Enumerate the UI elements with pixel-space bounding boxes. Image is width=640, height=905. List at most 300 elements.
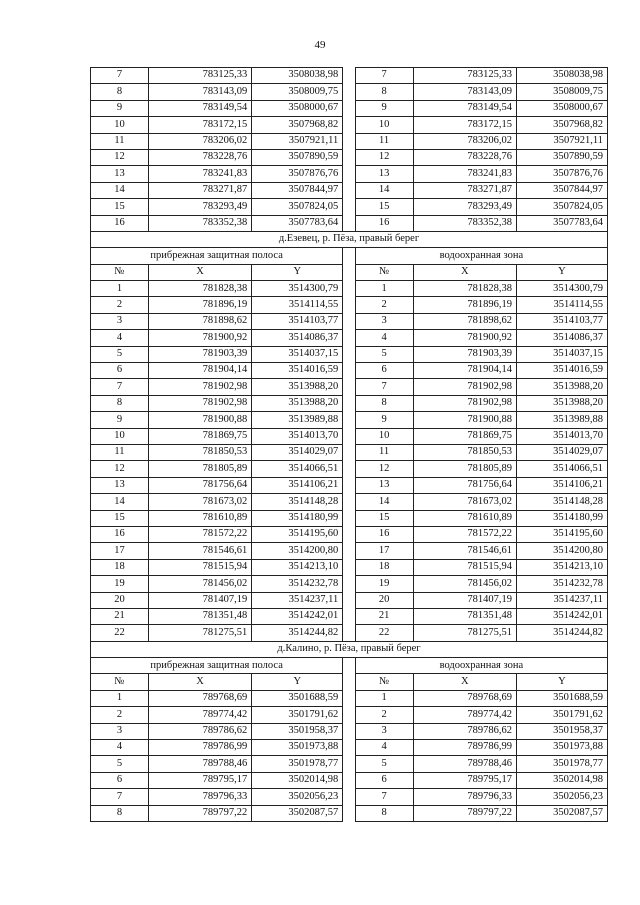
x-coordinate-right: 781898,62 [413,313,516,329]
x-coordinate-left: 781546,61 [148,543,251,559]
x-coordinate-right: 783206,02 [413,133,516,149]
column-gap [343,576,355,592]
x-coordinate-left: 781904,14 [148,363,251,379]
table-row [91,608,608,624]
y-coordinate-left: 3507824,05 [252,199,343,215]
point-number-right: 12 [355,149,413,165]
column-gap [343,625,355,641]
y-coordinate-left: 3508009,75 [252,84,343,100]
x-coordinate-right: 781896,19 [413,297,516,313]
y-coordinate-left: 3514103,77 [252,313,343,329]
y-coordinate-right: 3507844,97 [516,182,607,198]
x-coordinate-left: 789786,99 [148,740,251,756]
y-coordinate-right: 3514148,28 [516,494,607,510]
table-row [91,199,608,215]
x-coordinate-left: 783241,83 [148,166,251,182]
x-coordinate-left: 789786,62 [148,723,251,739]
table-row [91,379,608,395]
header-y-right: Y [516,264,607,280]
point-number-right: 21 [355,608,413,624]
x-coordinate-right: 781572,22 [413,526,516,542]
y-coordinate-left: 3513988,20 [252,379,343,395]
column-gap [343,592,355,608]
x-coordinate-left: 781900,88 [148,412,251,428]
x-coordinate-left: 783125,33 [148,68,251,84]
point-number-left: 17 [91,543,149,559]
point-number-left: 14 [91,494,149,510]
column-gap [343,84,355,100]
column-gap [343,100,355,116]
subsection-title-row [91,658,608,674]
column-gap [343,313,355,329]
point-number-left: 2 [91,707,149,723]
point-number-right: 12 [355,461,413,477]
x-coordinate-right: 781673,02 [413,494,516,510]
x-coordinate-right: 781407,19 [413,592,516,608]
column-gap [343,461,355,477]
x-coordinate-right: 783125,33 [413,68,516,84]
x-coordinate-left: 781610,89 [148,510,251,526]
x-coordinate-right: 781828,38 [413,281,516,297]
point-number-right: 16 [355,526,413,542]
y-coordinate-left: 3514180,99 [252,510,343,526]
point-number-left: 5 [91,756,149,772]
section-title-row [91,641,608,657]
y-coordinate-left: 3514237,11 [252,592,343,608]
y-coordinate-left: 3507921,11 [252,133,343,149]
point-number-right: 3 [355,313,413,329]
y-coordinate-left: 3514213,10 [252,559,343,575]
subsection-title-row [91,248,608,264]
point-number-right: 1 [355,690,413,706]
column-gap [343,346,355,362]
column-gap [343,805,355,821]
y-coordinate-left: 3508038,98 [252,68,343,84]
column-gap [343,789,355,805]
water-protection-zone-title: водоохранная зона [355,248,607,264]
column-gap [343,608,355,624]
y-coordinate-left: 3514300,79 [252,281,343,297]
column-gap [343,428,355,444]
y-coordinate-left: 3514200,80 [252,543,343,559]
y-coordinate-left: 3514066,51 [252,461,343,477]
x-coordinate-right: 783352,38 [413,215,516,231]
point-number-left: 5 [91,346,149,362]
point-number-left: 9 [91,100,149,116]
y-coordinate-right: 3514029,07 [516,444,607,460]
y-coordinate-right: 3514232,78 [516,576,607,592]
header-row [91,264,608,280]
point-number-right: 4 [355,330,413,346]
table-row [91,461,608,477]
table-row [91,133,608,149]
y-coordinate-right: 3508000,67 [516,100,607,116]
table-row [91,723,608,739]
point-number-left: 16 [91,215,149,231]
table-row [91,477,608,493]
y-coordinate-right: 3508009,75 [516,84,607,100]
y-coordinate-left: 3513988,20 [252,395,343,411]
table-row [91,166,608,182]
point-number-right: 6 [355,772,413,788]
x-coordinate-left: 783228,76 [148,149,251,165]
table-row [91,690,608,706]
coastal-strip-title: прибрежная защитная полоса [91,658,343,674]
y-coordinate-right: 3514200,80 [516,543,607,559]
x-coordinate-left: 781850,53 [148,444,251,460]
y-coordinate-right: 3507824,05 [516,199,607,215]
table-row [91,100,608,116]
table-row [91,149,608,165]
column-gap [343,494,355,510]
point-number-right: 13 [355,477,413,493]
x-coordinate-left: 781896,19 [148,297,251,313]
y-coordinate-left: 3514013,70 [252,428,343,444]
header-x-right: X [413,674,516,690]
header-number-left: № [91,264,149,280]
x-coordinate-right: 789768,69 [413,690,516,706]
point-number-left: 9 [91,412,149,428]
table-row [91,297,608,313]
table-row [91,68,608,84]
table-row [91,330,608,346]
x-coordinate-right: 789786,99 [413,740,516,756]
x-coordinate-left: 781805,89 [148,461,251,477]
x-coordinate-right: 781900,88 [413,412,516,428]
point-number-left: 8 [91,395,149,411]
point-number-right: 19 [355,576,413,592]
x-coordinate-left: 789774,42 [148,707,251,723]
point-number-right: 16 [355,215,413,231]
point-number-right: 11 [355,133,413,149]
y-coordinate-left: 3514244,82 [252,625,343,641]
y-coordinate-left: 3514242,01 [252,608,343,624]
x-coordinate-left: 781515,94 [148,559,251,575]
x-coordinate-right: 783271,87 [413,182,516,198]
point-number-left: 7 [91,789,149,805]
point-number-right: 22 [355,625,413,641]
point-number-left: 10 [91,117,149,133]
table-row [91,707,608,723]
column-gap [343,674,355,690]
point-number-right: 17 [355,543,413,559]
x-coordinate-left: 783172,15 [148,117,251,133]
point-number-right: 10 [355,117,413,133]
point-number-left: 13 [91,477,149,493]
x-coordinate-left: 781869,75 [148,428,251,444]
x-coordinate-right: 783149,54 [413,100,516,116]
point-number-left: 10 [91,428,149,444]
table-row [91,559,608,575]
header-number-right: № [355,264,413,280]
point-number-right: 18 [355,559,413,575]
point-number-left: 20 [91,592,149,608]
y-coordinate-left: 3514029,07 [252,444,343,460]
column-gap [343,215,355,231]
y-coordinate-left: 3501978,77 [252,756,343,772]
point-number-left: 13 [91,166,149,182]
table-row [91,740,608,756]
y-coordinate-right: 3513989,88 [516,412,607,428]
table-row [91,772,608,788]
y-coordinate-left: 3501973,88 [252,740,343,756]
y-coordinate-right: 3507890,59 [516,149,607,165]
x-coordinate-left: 781275,51 [148,625,251,641]
y-coordinate-left: 3514148,28 [252,494,343,510]
point-number-right: 10 [355,428,413,444]
header-y-left: Y [252,264,343,280]
column-gap [343,264,355,280]
table-row [91,510,608,526]
point-number-left: 11 [91,133,149,149]
y-coordinate-left: 3507890,59 [252,149,343,165]
x-coordinate-left: 789796,33 [148,789,251,805]
header-y-left: Y [252,674,343,690]
x-coordinate-left: 781673,02 [148,494,251,510]
y-coordinate-left: 3507844,97 [252,182,343,198]
table-row [91,182,608,198]
y-coordinate-right: 3507968,82 [516,117,607,133]
column-gap [343,281,355,297]
header-x-right: X [413,264,516,280]
header-y-right: Y [516,674,607,690]
x-coordinate-right: 781351,48 [413,608,516,624]
coordinates-table [90,67,608,822]
y-coordinate-right: 3502056,23 [516,789,607,805]
y-coordinate-right: 3514244,82 [516,625,607,641]
point-number-left: 14 [91,182,149,198]
header-row [91,674,608,690]
table-row [91,789,608,805]
y-coordinate-left: 3514114,55 [252,297,343,313]
y-coordinate-left: 3513989,88 [252,412,343,428]
table-row [91,84,608,100]
column-gap [343,379,355,395]
x-coordinate-right: 789786,62 [413,723,516,739]
table-row [91,346,608,362]
header-number-right: № [355,674,413,690]
x-coordinate-right: 781546,61 [413,543,516,559]
y-coordinate-left: 3502014,98 [252,772,343,788]
x-coordinate-right: 781756,64 [413,477,516,493]
y-coordinate-right: 3514114,55 [516,297,607,313]
x-coordinate-right: 783143,09 [413,84,516,100]
y-coordinate-right: 3501688,59 [516,690,607,706]
point-number-left: 22 [91,625,149,641]
coastal-strip-title: прибрежная защитная полоса [91,248,343,264]
table-row [91,363,608,379]
x-coordinate-left: 781898,62 [148,313,251,329]
point-number-right: 4 [355,740,413,756]
x-coordinate-right: 783293,49 [413,199,516,215]
column-gap [343,707,355,723]
x-coordinate-left: 781902,98 [148,379,251,395]
table-row [91,805,608,821]
point-number-left: 12 [91,461,149,477]
y-coordinate-left: 3514195,60 [252,526,343,542]
x-coordinate-left: 789795,17 [148,772,251,788]
column-gap [343,395,355,411]
column-gap [343,182,355,198]
column-gap [343,723,355,739]
point-number-right: 9 [355,100,413,116]
y-coordinate-right: 3514106,21 [516,477,607,493]
column-gap [343,543,355,559]
table-row [91,395,608,411]
y-coordinate-right: 3507876,76 [516,166,607,182]
table-row [91,412,608,428]
column-gap [343,658,355,674]
point-number-left: 2 [91,297,149,313]
y-coordinate-right: 3514242,01 [516,608,607,624]
point-number-left: 15 [91,510,149,526]
y-coordinate-left: 3507783,64 [252,215,343,231]
table-row [91,494,608,510]
point-number-left: 4 [91,740,149,756]
x-coordinate-left: 783143,09 [148,84,251,100]
y-coordinate-left: 3514016,59 [252,363,343,379]
x-coordinate-right: 781456,02 [413,576,516,592]
point-number-left: 3 [91,313,149,329]
y-coordinate-right: 3507921,11 [516,133,607,149]
x-coordinate-right: 783228,76 [413,149,516,165]
point-number-left: 8 [91,84,149,100]
table-row [91,526,608,542]
table-row [91,625,608,641]
point-number-left: 16 [91,526,149,542]
point-number-left: 7 [91,68,149,84]
point-number-left: 8 [91,805,149,821]
section-title: д.Калино, р. Пёза, правый берег [91,641,608,657]
x-coordinate-left: 781572,22 [148,526,251,542]
header-number-left: № [91,674,149,690]
column-gap [343,772,355,788]
y-coordinate-right: 3514180,99 [516,510,607,526]
x-coordinate-left: 781903,39 [148,346,251,362]
point-number-left: 18 [91,559,149,575]
point-number-left: 6 [91,772,149,788]
point-number-left: 3 [91,723,149,739]
column-gap [343,149,355,165]
column-gap [343,444,355,460]
column-gap [343,68,355,84]
point-number-right: 6 [355,363,413,379]
column-gap [343,363,355,379]
x-coordinate-right: 781902,98 [413,395,516,411]
column-gap [343,756,355,772]
table-row [91,428,608,444]
column-gap [343,117,355,133]
x-coordinate-right: 789774,42 [413,707,516,723]
y-coordinate-left: 3514037,15 [252,346,343,362]
point-number-right: 14 [355,182,413,198]
x-coordinate-left: 789797,22 [148,805,251,821]
point-number-left: 7 [91,379,149,395]
y-coordinate-right: 3514195,60 [516,526,607,542]
header-x-left: X [148,674,251,690]
table-row [91,281,608,297]
point-number-right: 2 [355,707,413,723]
column-gap [343,412,355,428]
y-coordinate-left: 3514232,78 [252,576,343,592]
x-coordinate-left: 781456,02 [148,576,251,592]
point-number-right: 7 [355,379,413,395]
y-coordinate-left: 3514086,37 [252,330,343,346]
point-number-left: 1 [91,690,149,706]
point-number-right: 20 [355,592,413,608]
point-number-right: 8 [355,395,413,411]
y-coordinate-right: 3514016,59 [516,363,607,379]
x-coordinate-left: 783149,54 [148,100,251,116]
y-coordinate-left: 3507876,76 [252,166,343,182]
x-coordinate-right: 781902,98 [413,379,516,395]
table-row [91,215,608,231]
x-coordinate-right: 783172,15 [413,117,516,133]
column-gap [343,740,355,756]
x-coordinate-left: 781756,64 [148,477,251,493]
water-protection-zone-title: водоохранная зона [355,658,607,674]
x-coordinate-right: 789788,46 [413,756,516,772]
y-coordinate-right: 3502087,57 [516,805,607,821]
x-coordinate-left: 781828,38 [148,281,251,297]
x-coordinate-right: 789796,33 [413,789,516,805]
point-number-left: 12 [91,149,149,165]
column-gap [343,166,355,182]
y-coordinate-left: 3508000,67 [252,100,343,116]
y-coordinate-left: 3501688,59 [252,690,343,706]
x-coordinate-left: 789768,69 [148,690,251,706]
y-coordinate-right: 3514086,37 [516,330,607,346]
point-number-left: 19 [91,576,149,592]
point-number-right: 2 [355,297,413,313]
column-gap [343,199,355,215]
point-number-right: 5 [355,756,413,772]
column-gap [343,690,355,706]
point-number-right: 8 [355,805,413,821]
x-coordinate-right: 781904,14 [413,363,516,379]
x-coordinate-right: 781850,53 [413,444,516,460]
point-number-left: 1 [91,281,149,297]
table-row [91,576,608,592]
y-coordinate-right: 3513988,20 [516,395,607,411]
point-number-right: 7 [355,68,413,84]
point-number-right: 15 [355,199,413,215]
x-coordinate-left: 783206,02 [148,133,251,149]
y-coordinate-right: 3501791,62 [516,707,607,723]
y-coordinate-left: 3501958,37 [252,723,343,739]
y-coordinate-right: 3507783,64 [516,215,607,231]
coordinates-table-body [91,68,608,822]
y-coordinate-right: 3513988,20 [516,379,607,395]
y-coordinate-right: 3514066,51 [516,461,607,477]
column-gap [343,297,355,313]
x-coordinate-right: 781869,75 [413,428,516,444]
table-row [91,444,608,460]
x-coordinate-right: 781610,89 [413,510,516,526]
point-number-left: 21 [91,608,149,624]
table-row [91,313,608,329]
x-coordinate-left: 781902,98 [148,395,251,411]
header-x-left: X [148,264,251,280]
y-coordinate-right: 3514300,79 [516,281,607,297]
column-gap [343,526,355,542]
x-coordinate-right: 781515,94 [413,559,516,575]
point-number-left: 6 [91,363,149,379]
point-number-right: 15 [355,510,413,526]
x-coordinate-right: 789797,22 [413,805,516,821]
column-gap [343,477,355,493]
x-coordinate-right: 789795,17 [413,772,516,788]
